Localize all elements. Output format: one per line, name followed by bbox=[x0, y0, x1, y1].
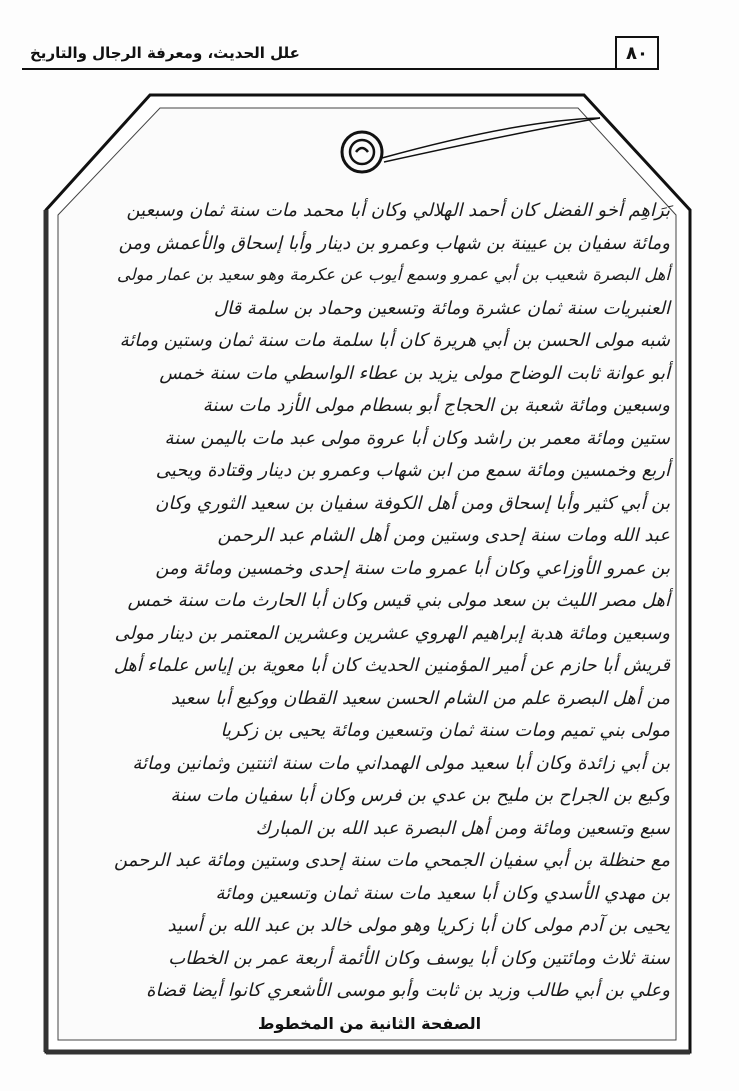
figure-caption: الصفحة الثانية من المخطوط bbox=[257, 1014, 482, 1033]
manuscript-line: وكيع بن الجراح بن مليح بن عدي بن فرس وكان أبا سفيان مات سنة bbox=[170, 785, 670, 806]
running-title: علل الحديث، ومعرفة الرجال والتاريخ bbox=[30, 44, 300, 62]
manuscript-line: قريش أبا حازم عن أمير المؤمنين الحديث كان أبا معوية بن إياس علماء أهل bbox=[113, 655, 670, 676]
manuscript-line: العنبريات سنة ثمان عشرة ومائة وتسعين وحماد بن سلمة قال bbox=[213, 297, 670, 319]
manuscript-line: بن عمرو الأوزاعي وكان أبا عمرو مات سنة إحدى وخمسين ومائة ومن bbox=[155, 557, 670, 579]
manuscript-line: وسبعين ومائة شعبة بن الحجاج أبو بسطام مولى الأزد مات سنة bbox=[202, 395, 670, 416]
manuscript-line: بن أبي كثير وأبا إسحاق ومن أهل الكوفة سفيان بن سعيد الثوري وكان bbox=[155, 492, 670, 514]
manuscript-line: بَرَاهِم أخو الفضل كان أحمد الهلالي وكان أبا محمد مات سنة ثمان وسبعين bbox=[126, 200, 670, 221]
manuscript-line: يحيى بن آدم مولى كان أبا زكريا وهو مولى خالد بن عبد الله بن أسيد bbox=[167, 915, 670, 936]
page-number: ٨٠ bbox=[615, 36, 659, 70]
manuscript-line: أربع وخمسين ومائة سمع من ابن شهاب وعمرو بن دينار وقتادة ويحيى bbox=[155, 460, 670, 481]
manuscript-line: أهل مصر الليث بن سعد مولى بني قيس وكان أبا الحارث مات سنة خمس bbox=[127, 590, 670, 611]
manuscript-line: بن أبي زائدة وكان أبا سعيد مولى الهمداني مات سنة اثنتين وثمانين ومائة bbox=[132, 752, 670, 774]
manuscript-line: ستين ومائة معمر بن راشد وكان أبا عروة مولى عبد مات باليمن سنة bbox=[164, 427, 670, 449]
manuscript-line: عبد الله ومات سنة إحدى وستين ومن أهل الشام عبد الرحمن bbox=[217, 525, 670, 546]
manuscript-line: بن مهدي الأسدي وكان أبا سعيد مات سنة ثمان وتسعين ومائة bbox=[215, 882, 670, 904]
manuscript-line: مولى بني تميم ومات سنة ثمان وتسعين ومائة يحيى بن زكريا bbox=[220, 720, 670, 741]
manuscript-line: من أهل البصرة علم من الشام الحسن سعيد القطان ووكيع أبا سعيد bbox=[170, 687, 670, 709]
manuscript-line: سبع وتسعين ومائة ومن أهل البصرة عبد الله بن المبارك bbox=[255, 817, 670, 839]
manuscript-line: شبه مولى الحسن بن أبي هريرة كان أبا سلمة مات سنة ثمان وستين ومائة bbox=[119, 330, 670, 351]
manuscript-line: أهل البصرة شعيب بن أبي عمرو وسمع أيوب عن عكرمة وهو سعيد بن عمار مولى bbox=[116, 265, 670, 284]
manuscript-line: وسبعين ومائة هدبة إبراهيم الهروي عشرين وعشرين المعتمر بن دينار مولى bbox=[114, 622, 670, 644]
manuscript-line: ومائة سفيان بن عيينة بن شهاب وعمرو بن دينار وأبا إسحاق والأعمش ومن bbox=[118, 232, 670, 254]
manuscript-line: سنة ثلاث ومائتين وكان أبا يوسف وكان الأئمة أربعة عمر بن الخطاب bbox=[168, 947, 670, 969]
manuscript-line: أبو عوانة ثابت الوضاح مولى يزيد بن عطاء الواسطي مات سنة خمس bbox=[159, 362, 670, 384]
manuscript-line: مع حنظلة بن أبي سفيان الجمحي مات سنة إحدى وستين ومائة عبد الرحمن bbox=[114, 850, 670, 871]
manuscript-line: وعلي بن أبي طالب وزيد بن ثابت وأبو موسى الأشعري كانوا أيضا قضاة bbox=[146, 980, 670, 1001]
